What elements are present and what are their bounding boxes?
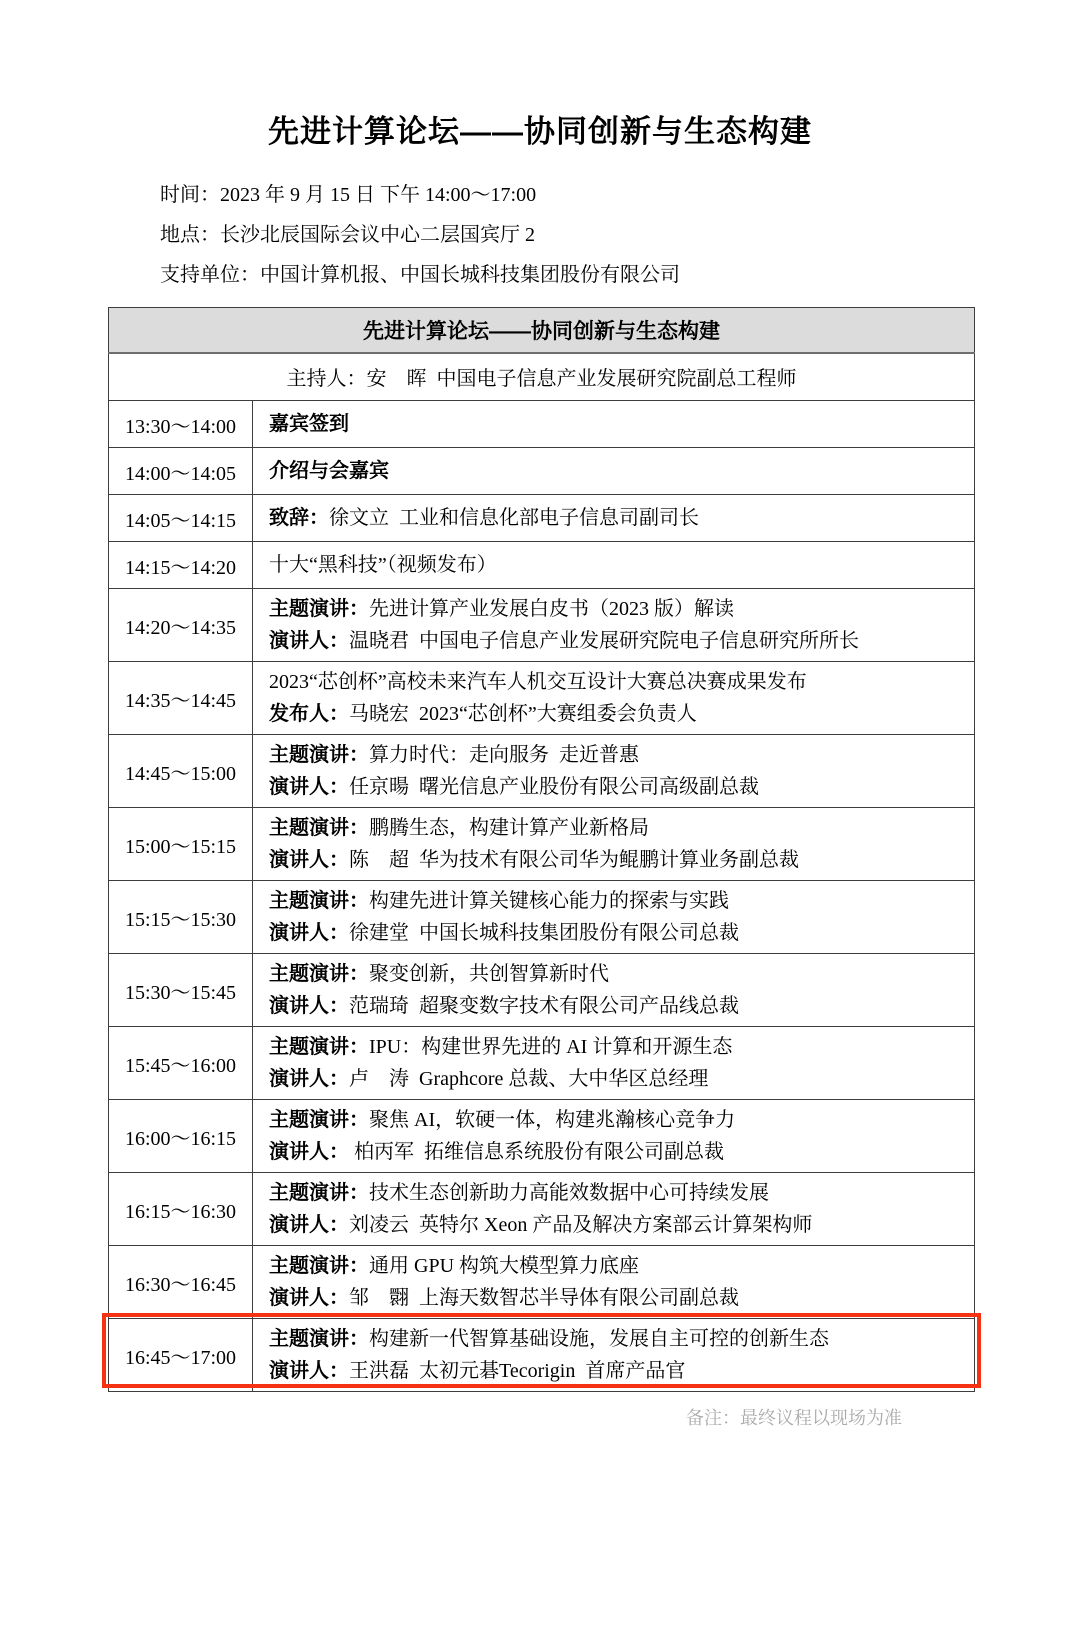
session-line	[269, 549, 968, 581]
session-text: 任京暘 曙光信息产业股份有限公司高级副总裁	[349, 776, 759, 798]
session-cell	[253, 401, 975, 448]
session-line	[269, 885, 968, 917]
table-row	[109, 495, 975, 542]
meta-line-time: 时间：2023 年 9 月 15 日 下午 14:00～17:00	[160, 184, 537, 206]
session-label: 主题演讲：	[269, 963, 369, 985]
time-cell: 16:00～16:15	[109, 1100, 253, 1173]
agenda-document	[0, 106, 1080, 1430]
session-line	[269, 1031, 968, 1063]
session-line	[269, 844, 968, 876]
session-text: 范瑞琦 超聚变数字技术有限公司产品线总裁	[349, 995, 739, 1017]
agenda-table-wrap	[108, 307, 975, 1392]
time-cell: 13:30～14:00	[109, 401, 253, 448]
session-label: 介绍与会嘉宾	[269, 460, 389, 482]
session-cell	[253, 662, 975, 735]
time-cell: 15:45～16:00	[109, 1027, 253, 1100]
session-label: 演讲人：	[269, 1141, 349, 1163]
session-label: 演讲人：	[269, 995, 349, 1017]
session-label: 主题演讲：	[269, 598, 369, 620]
session-line	[269, 1177, 968, 1209]
time-cell: 14:05～14:15	[109, 495, 253, 542]
session-cell	[253, 881, 975, 954]
session-text: 王洪磊 太初元碁Tecorigin 首席产品官	[349, 1360, 686, 1382]
session-text: 聚变创新，共创智算新时代	[369, 963, 609, 985]
table-row	[109, 735, 975, 808]
session-cell	[253, 735, 975, 808]
session-line	[269, 1355, 968, 1387]
session-text: 技术生态创新助力高能效数据中心可持续发展	[369, 1182, 769, 1204]
session-cell	[253, 495, 975, 542]
session-text: 马晓宏 2023“芯创杯”大赛组委会负责人	[349, 703, 697, 725]
session-text: 邹 翾 上海天数智芯半导体有限公司副总裁	[349, 1287, 739, 1309]
session-line	[269, 455, 968, 487]
session-line	[269, 666, 968, 698]
session-line	[269, 1250, 968, 1282]
meta-block	[160, 175, 1080, 295]
session-text: 通用 GPU 构筑大模型算力底座	[369, 1255, 640, 1277]
session-label: 演讲人：	[269, 1360, 349, 1382]
session-label: 演讲人：	[269, 849, 349, 871]
session-line	[269, 739, 968, 771]
session-line	[269, 958, 968, 990]
table-row	[109, 1246, 975, 1319]
session-label: 致辞：	[269, 507, 329, 529]
table-row	[109, 1100, 975, 1173]
session-line	[269, 812, 968, 844]
session-text: 徐文立 工业和信息化部电子信息司副司长	[329, 507, 699, 529]
time-cell: 15:15～15:30	[109, 881, 253, 954]
session-line	[269, 1104, 968, 1136]
time-cell: 14:20～14:35	[109, 589, 253, 662]
session-line	[269, 625, 968, 657]
moderator-row	[109, 353, 975, 401]
table-row	[109, 401, 975, 448]
agenda-table	[108, 307, 975, 1392]
session-label: 主题演讲：	[269, 1109, 369, 1131]
session-line	[269, 771, 968, 803]
session-label: 发布人：	[269, 703, 349, 725]
time-cell: 14:35～14:45	[109, 662, 253, 735]
agenda-rows	[109, 308, 975, 1392]
session-label: 嘉宾签到	[269, 413, 349, 435]
session-label: 主题演讲：	[269, 1036, 369, 1058]
session-label: 主题演讲：	[269, 1182, 369, 1204]
session-text: IPU：构建世界先进的 AI 计算和开源生态	[369, 1036, 733, 1058]
session-cell	[253, 1246, 975, 1319]
session-cell	[253, 1319, 975, 1392]
session-text: 卢 涛 Graphcore 总裁、大中华区总经理	[349, 1068, 709, 1090]
session-text: 2023“芯创杯”高校未来汽车人机交互设计大赛总决赛成果发布	[269, 671, 807, 693]
table-row	[109, 1319, 975, 1392]
table-row	[109, 542, 975, 589]
session-line	[269, 990, 968, 1022]
session-line	[269, 502, 968, 534]
time-cell: 15:00～15:15	[109, 808, 253, 881]
session-text: 徐建堂 中国长城科技集团股份有限公司总裁	[349, 922, 739, 944]
session-line	[269, 1282, 968, 1314]
session-line	[269, 1323, 968, 1355]
time-cell: 14:00～14:05	[109, 448, 253, 495]
table-header-title: 先进计算论坛——协同创新与生态构建	[109, 308, 975, 353]
session-line	[269, 593, 968, 625]
session-text: 柏丙军 拓维信息系统股份有限公司副总裁	[349, 1141, 724, 1163]
session-label: 主题演讲：	[269, 817, 369, 839]
session-label: 演讲人：	[269, 922, 349, 944]
time-cell: 14:15～14:20	[109, 542, 253, 589]
session-cell	[253, 448, 975, 495]
time-cell: 16:15～16:30	[109, 1173, 253, 1246]
session-text: 十大“黑科技”（视频发布）	[269, 554, 497, 576]
session-line	[269, 408, 968, 440]
session-text: 陈 超 华为技术有限公司华为鲲鹏计算业务副总裁	[349, 849, 799, 871]
page-title: 先进计算论坛——协同创新与生态构建	[268, 114, 812, 149]
session-cell	[253, 542, 975, 589]
time-cell: 16:30～16:45	[109, 1246, 253, 1319]
table-row	[109, 1027, 975, 1100]
session-text: 算力时代：走向服务 走近普惠	[369, 744, 639, 766]
session-label: 主题演讲：	[269, 1328, 369, 1350]
session-text: 刘凌云 英特尔 Xeon 产品及解决方案部云计算架构师	[349, 1214, 813, 1236]
session-text: 构建先进计算关键核心能力的探索与实践	[369, 890, 729, 912]
session-label: 演讲人：	[269, 630, 349, 652]
footnote: 备注：最终议程以现场为准	[686, 1408, 902, 1428]
session-line	[269, 1063, 968, 1095]
table-row	[109, 589, 975, 662]
time-cell: 14:45～15:00	[109, 735, 253, 808]
session-cell	[253, 1173, 975, 1246]
meta-line-venue: 地点：长沙北辰国际会议中心二层国宾厅 2	[160, 224, 535, 246]
table-row	[109, 448, 975, 495]
session-line	[269, 917, 968, 949]
session-line	[269, 1209, 968, 1241]
session-cell	[253, 589, 975, 662]
session-label: 演讲人：	[269, 776, 349, 798]
session-text: 聚焦 AI，软硬一体，构建兆瀚核心竞争力	[369, 1109, 736, 1131]
moderator-text: 主持人：安 晖 中国电子信息产业发展研究院副总工程师	[109, 353, 975, 401]
session-label: 主题演讲：	[269, 890, 369, 912]
session-label: 主题演讲：	[269, 744, 369, 766]
session-cell	[253, 954, 975, 1027]
session-cell	[253, 1027, 975, 1100]
table-row	[109, 881, 975, 954]
meta-line-sponsor: 支持单位：中国计算机报、中国长城科技集团股份有限公司	[160, 264, 680, 286]
session-line	[269, 698, 968, 730]
session-label: 演讲人：	[269, 1287, 349, 1309]
session-label: 演讲人：	[269, 1214, 349, 1236]
time-cell: 15:30～15:45	[109, 954, 253, 1027]
session-cell	[253, 1100, 975, 1173]
table-row	[109, 1173, 975, 1246]
table-row	[109, 954, 975, 1027]
session-text: 鹏腾生态，构建计算产业新格局	[369, 817, 649, 839]
session-text: 构建新一代智算基础设施，发展自主可控的创新生态	[369, 1328, 829, 1350]
session-label: 演讲人：	[269, 1068, 349, 1090]
table-row	[109, 808, 975, 881]
table-row	[109, 662, 975, 735]
time-cell: 16:45～17:00	[109, 1319, 253, 1392]
session-label: 主题演讲：	[269, 1255, 369, 1277]
table-header-row	[109, 308, 975, 353]
session-text: 先进计算产业发展白皮书（2023 版）解读	[369, 598, 734, 620]
session-line	[269, 1136, 968, 1168]
session-cell	[253, 808, 975, 881]
session-text: 温晓君 中国电子信息产业发展研究院电子信息研究所所长	[349, 630, 859, 652]
